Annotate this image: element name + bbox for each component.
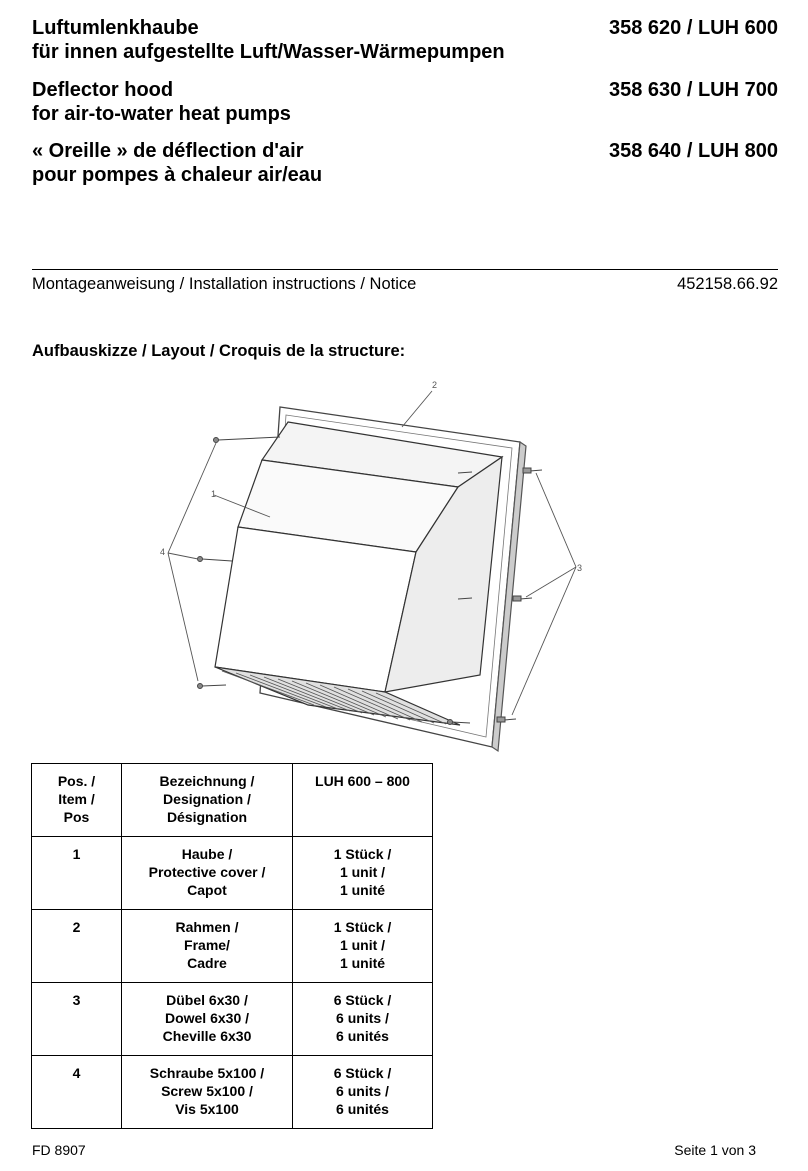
table-row (32, 910, 433, 983)
instructions-label: Montageanweisung / Installation instructions / Notice (32, 275, 417, 293)
footer-page-number: Seite 1 von 3 (674, 1142, 756, 1158)
header-rule (32, 269, 778, 270)
row-pos: 4 (32, 1056, 122, 1129)
header-designation: Bezeichnung / Designation / Désignation (122, 764, 293, 837)
table-row (32, 1056, 433, 1129)
row-designation: Dübel 6x30 / Dowel 6x30 / Cheville 6x30 (122, 983, 293, 1056)
row-designation: Haube / Protective cover / Capot (122, 837, 293, 910)
row-quantity: 1 Stück / 1 unit / 1 unité (293, 837, 433, 910)
header-pos: Pos. / Item / Pos (32, 764, 122, 837)
title-fr-line-1: « Oreille » de déflection d'air (32, 140, 304, 162)
table-row (32, 983, 433, 1056)
hood-outline (215, 422, 502, 725)
row-pos: 1 (32, 837, 122, 910)
row-designation: Schraube 5x100 / Screw 5x100 / Vis 5x100 (122, 1056, 293, 1129)
row-pos: 2 (32, 910, 122, 983)
model-luh-700: 358 630 / LUH 700 (609, 79, 778, 101)
model-luh-600: 358 620 / LUH 600 (609, 17, 778, 39)
row-quantity: 6 Stück / 6 units / 6 unités (293, 983, 433, 1056)
callout-3: 3 (577, 563, 583, 573)
title-en-line-1: Deflector hood (32, 79, 174, 101)
row-quantity: 1 Stück / 1 unit / 1 unité (293, 910, 433, 983)
footer-left: FD 8907 (32, 1142, 86, 1158)
hood-assembly-drawing (140, 375, 610, 760)
callout-4: 4 (160, 547, 166, 557)
row-quantity: 6 Stück / 6 units / 6 unités (293, 1056, 433, 1129)
row-designation: Rahmen / Frame/ Cadre (122, 910, 293, 983)
callout-2: 2 (432, 380, 438, 390)
parts-table (31, 763, 433, 1129)
section-title: Aufbauskizze / Layout / Croquis de la structure: (32, 342, 406, 360)
model-luh-800: 358 640 / LUH 800 (609, 140, 778, 162)
callout-1: 1 (211, 489, 217, 499)
table-header-row (32, 764, 433, 837)
table-row (32, 837, 433, 910)
header-quantity: LUH 600 – 800 (293, 764, 433, 837)
title-fr-line-2: pour pompes à chaleur air/eau (32, 164, 323, 186)
title-de-line-2: für innen aufgestellte Luft/Wasser-Wärmepumpen (32, 41, 505, 63)
row-pos: 3 (32, 983, 122, 1056)
document-number: 452158.66.92 (677, 275, 778, 293)
title-de-line-1: Luftumlenkhaube (32, 17, 199, 39)
title-en-line-2: for air-to-water heat pumps (32, 103, 291, 125)
